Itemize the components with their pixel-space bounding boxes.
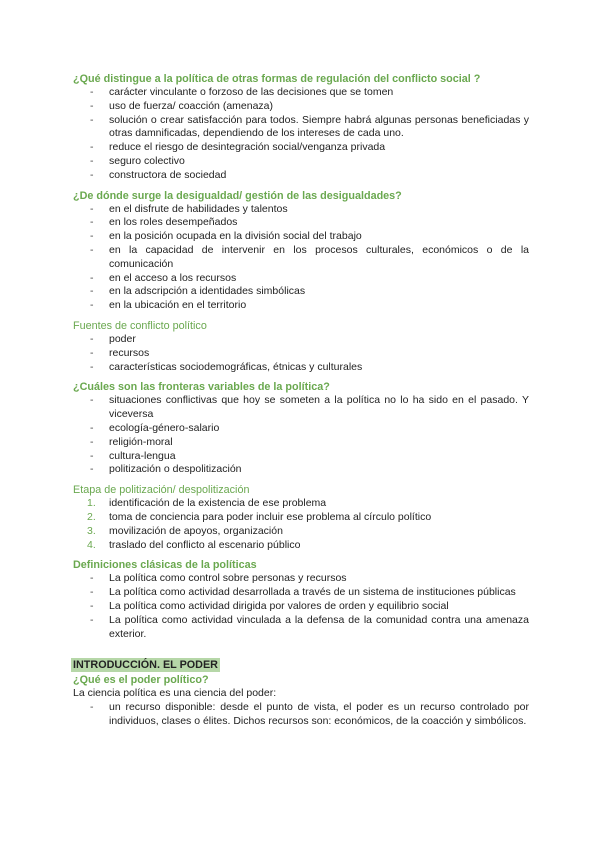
list-item: - en el acceso a los recursos: [90, 271, 237, 284]
list-item: - en la posición ocupada en la división social del trabajo: [90, 230, 362, 243]
list-item: - poder: [90, 332, 136, 345]
section-etapa-politizacion: [73, 483, 529, 552]
chapter-title: INTRODUCCIÓN. EL PODER: [73, 659, 218, 672]
list-item: - seguro colectivo: [90, 154, 185, 167]
list-item: - características sociodemográficas, étnicas y culturales: [90, 360, 363, 373]
numbered-list: [73, 497, 529, 552]
section-fronteras: [73, 380, 529, 477]
section-heading: Definiciones clásicas de la políticas: [73, 559, 257, 572]
list-item: 4. traslado del conflicto al escenario público: [87, 538, 301, 551]
bullet-list: [73, 86, 529, 183]
section-desigualdad: [73, 189, 529, 313]
list-item: - uso de fuerza/ coacción (amenaza): [90, 99, 274, 112]
list-item: - ecología-género-salario: [90, 421, 220, 434]
list-item: - La política como control sobre personas y recursos: [90, 572, 347, 585]
bullet-list: [73, 333, 529, 374]
section-politica-distingue: [73, 72, 529, 183]
list-item: - un recurso disponible: desde el punto de vista, el poder es un recurso controlado por individuos, clases o élites. Dichos recursos son: económicos, de la coacción y simbólicos.: [90, 701, 529, 727]
list-item: - en la ubicación en el territorio: [90, 299, 247, 312]
list-item: - politización o despolitización: [90, 463, 242, 476]
section-heading: Fuentes de conflicto político: [73, 319, 207, 332]
list-item: - en los roles desempeñados: [90, 216, 238, 229]
section-intro-poder: [73, 655, 529, 728]
list-item: - reduce el riesgo de desintegración social/venganza privada: [90, 141, 386, 154]
section-heading: ¿Qué es el poder político?: [73, 674, 209, 687]
list-item: - solución o crear satisfacción para todos. Siempre habrá algunas personas beneficiadas y otras damnificadas, dependiendo de los intereses de cada uno.: [90, 113, 529, 140]
list-item: 3. movilización de apoyos, organización: [87, 524, 283, 537]
list-item: - en la capacidad de intervenir en los procesos culturales, económicos o de la comunicación: [90, 243, 529, 270]
bullet-list: [73, 203, 529, 313]
list-item: - La política como actividad dirigida por valores de orden y equilibrio social: [90, 599, 449, 612]
list-item: - religión-moral: [90, 435, 173, 448]
list-item: - constructora de sociedad: [90, 168, 227, 181]
list-item: - cultura-lengua: [90, 449, 176, 462]
section-heading: ¿Cuáles son las fronteras variables de la política?: [73, 381, 330, 394]
list-item: - en la adscripción a identidades simbólicas: [90, 285, 306, 298]
bullet-list: [73, 701, 529, 729]
paragraph: La ciencia política es una ciencia del poder:: [73, 687, 277, 700]
section-heading: ¿Qué distingue a la política de otras formas de regulación del conflicto social ?: [73, 73, 481, 85]
list-item: 1. identificación de la existencia de ese problema: [87, 497, 327, 510]
bullet-list: [73, 394, 529, 477]
section-fuentes-conflicto: [73, 319, 529, 374]
document-page: [73, 72, 529, 729]
list-item: - en el disfrute de habilidades y talentos: [90, 202, 288, 215]
list-item: - situaciones conflictivas que hoy se someten a la política no lo ha sido en el pasado. Y viceversa: [90, 394, 529, 421]
section-heading: ¿De dónde surge la desigualdad/ gestión de las desigualdades?: [73, 189, 402, 202]
list-item: 2. toma de conciencia para poder incluir ese problema al círculo político: [87, 510, 432, 523]
bullet-list: [73, 572, 529, 641]
list-item: - La política como actividad vinculada a la defensa de la comunidad contra una amenaza exterior.: [90, 613, 529, 640]
section-definiciones: [73, 558, 529, 641]
list-item: - recursos: [90, 346, 150, 359]
list-item: - La política como actividad desarrollada a través de un sistema de instituciones públicas: [90, 586, 516, 599]
section-heading: Etapa de politización/ despolitización: [73, 484, 250, 497]
list-item: - carácter vinculante o forzoso de las decisiones que se tomen: [90, 86, 394, 98]
